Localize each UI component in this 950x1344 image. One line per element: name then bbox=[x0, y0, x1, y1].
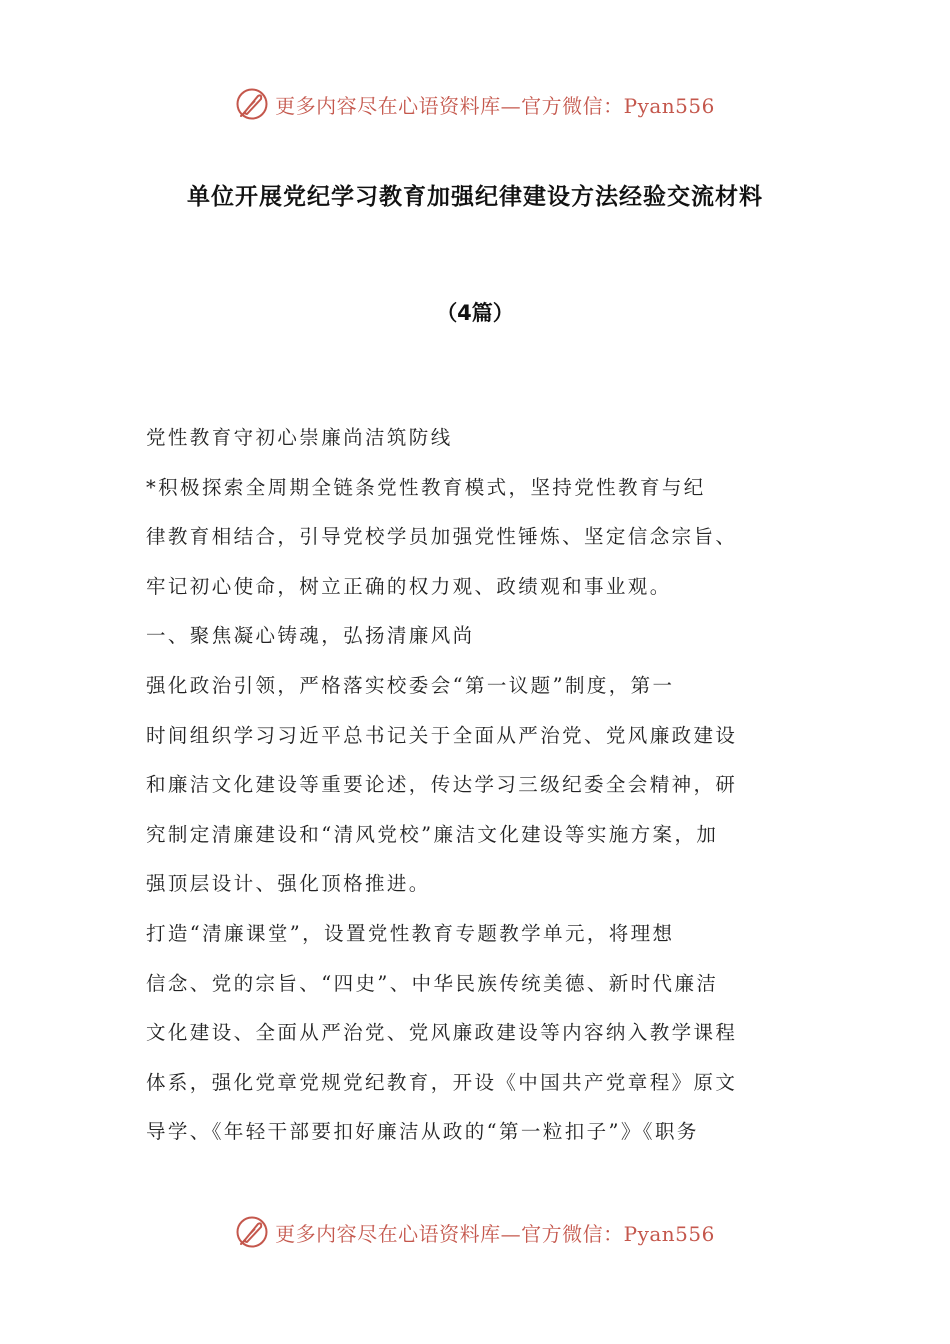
body-line: 强顶层设计、强化顶格推进。 bbox=[146, 872, 431, 896]
body-line: 和廉洁文化建设等重要论述，传达学习三级纪委全会精神，研 bbox=[146, 773, 738, 797]
body-line: 强化政治引领，严格落实校委会“第一议题”制度，第一 bbox=[146, 673, 675, 697]
body-line: 时间组织学习习近平总书记关于全面从严治党、党风廉政建设 bbox=[146, 723, 738, 747]
body-line: 律教育相结合，引导党校学员加强党性锤炼、坚定信念宗旨、 bbox=[146, 525, 738, 549]
document-subtitle: （4篇） bbox=[436, 301, 514, 325]
body-line: 打造“清廉课堂”，设置党性教育专题教学单元，将理想 bbox=[146, 921, 675, 945]
watermark-text: 更多内容尽在心语资料库—官方微信：Pyan556 bbox=[275, 1221, 715, 1246]
body-line: 体系，强化党章党规党纪教育，开设《中国共产党章程》原文 bbox=[146, 1070, 738, 1094]
body-line: 信念、党的宗旨、“四史”、中华民族传统美德、新时代廉洁 bbox=[146, 971, 719, 995]
watermark-text: 更多内容尽在心语资料库—官方微信：Pyan556 bbox=[275, 93, 715, 118]
pen-feather-logo-icon bbox=[235, 1215, 269, 1249]
body-line: 导学、《年轻干部要扣好廉洁从政的“第一粒扣子”》《职务 bbox=[146, 1120, 699, 1144]
pen-feather-logo-icon bbox=[235, 87, 269, 121]
document-title: 单位开展党纪学习教育加强纪律建设方法经验交流材料 bbox=[187, 184, 763, 210]
body-line: 党性教育守初心崇廉尚洁筑防线 bbox=[146, 426, 453, 449]
body-line: 文化建设、全面从严治党、党风廉政建设等内容纳入教学课程 bbox=[146, 1021, 738, 1045]
section-heading: 一、聚焦凝心铸魂，弘扬清廉风尚 bbox=[146, 624, 475, 648]
header-watermark bbox=[0, 82, 950, 126]
document-body bbox=[146, 418, 766, 1162]
body-line: 究制定清廉建设和“清风党校”廉洁文化建设等实施方案，加 bbox=[146, 822, 719, 846]
body-line: 牢记初心使命，树立正确的权力观、政绩观和事业观。 bbox=[146, 574, 672, 598]
footer-watermark bbox=[0, 1210, 950, 1254]
body-line: *积极探索全周期全链条党性教育模式，坚持党性教育与纪 bbox=[146, 475, 706, 499]
